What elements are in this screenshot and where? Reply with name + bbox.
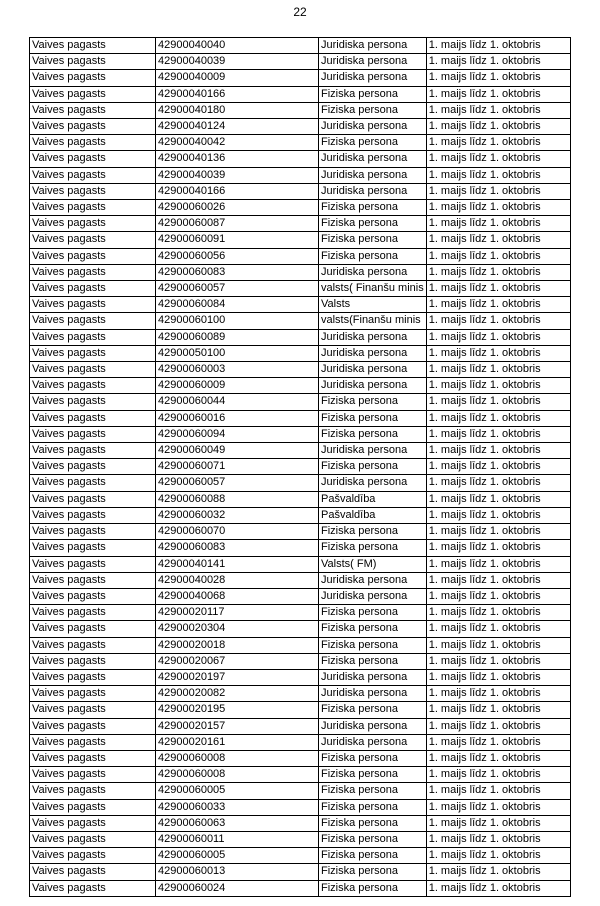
table-row [30, 556, 571, 572]
parish-cell: Vaives pagasts [30, 491, 156, 507]
owner-type-cell: valsts( Finanšu minis [319, 281, 427, 297]
owner-type-cell: Juridiska persona [319, 718, 427, 734]
period-cell: 1. maijs līdz 1. oktobris [426, 556, 570, 572]
owner-type-cell: Fiziska persona [319, 86, 427, 102]
parish-cell: Vaives pagasts [30, 38, 156, 54]
cadastral-code-cell: 42900020195 [156, 702, 319, 718]
period-cell: 1. maijs līdz 1. oktobris [426, 167, 570, 183]
cadastral-code-cell: 42900060044 [156, 394, 319, 410]
period-cell: 1. maijs līdz 1. oktobris [426, 297, 570, 313]
cadastral-code-cell: 42900060088 [156, 491, 319, 507]
table-row [30, 167, 571, 183]
period-cell: 1. maijs līdz 1. oktobris [426, 345, 570, 361]
table-row [30, 831, 571, 847]
period-cell: 1. maijs līdz 1. oktobris [426, 702, 570, 718]
owner-type-cell: Fiziska persona [319, 540, 427, 556]
table-row [30, 864, 571, 880]
owner-type-cell: Fiziska persona [319, 605, 427, 621]
table-row [30, 119, 571, 135]
owner-type-cell: Juridiska persona [319, 669, 427, 685]
parish-cell: Vaives pagasts [30, 572, 156, 588]
parish-cell: Vaives pagasts [30, 540, 156, 556]
owner-type-cell: Juridiska persona [319, 572, 427, 588]
cadastral-code-cell: 42900060056 [156, 248, 319, 264]
owner-type-cell: Fiziska persona [319, 767, 427, 783]
cadastral-code-cell: 42900060089 [156, 329, 319, 345]
owner-type-cell: Fiziska persona [319, 102, 427, 118]
owner-type-cell: Pašvaldība [319, 507, 427, 523]
parish-cell: Vaives pagasts [30, 394, 156, 410]
table-body [30, 38, 571, 897]
parish-cell: Vaives pagasts [30, 637, 156, 653]
table-row [30, 183, 571, 199]
parish-cell: Vaives pagasts [30, 864, 156, 880]
parish-cell: Vaives pagasts [30, 443, 156, 459]
cadastral-code-cell: 42900040042 [156, 135, 319, 151]
parish-cell: Vaives pagasts [30, 378, 156, 394]
parish-cell: Vaives pagasts [30, 313, 156, 329]
cadastral-code-cell: 42900060094 [156, 426, 319, 442]
parish-cell: Vaives pagasts [30, 524, 156, 540]
owner-type-cell: Fiziska persona [319, 135, 427, 151]
owner-type-cell: Juridiska persona [319, 686, 427, 702]
cadastral-code-cell: 42900040166 [156, 183, 319, 199]
cadastral-code-cell: 42900020161 [156, 734, 319, 750]
table-row [30, 313, 571, 329]
cadastral-code-cell: 42900060011 [156, 831, 319, 847]
table-row [30, 362, 571, 378]
table-row [30, 102, 571, 118]
period-cell: 1. maijs līdz 1. oktobris [426, 248, 570, 264]
parish-cell: Vaives pagasts [30, 102, 156, 118]
owner-type-cell: Juridiska persona [319, 378, 427, 394]
parish-cell: Vaives pagasts [30, 167, 156, 183]
parish-cell: Vaives pagasts [30, 848, 156, 864]
table-row [30, 475, 571, 491]
owner-type-cell: Fiziska persona [319, 216, 427, 232]
cadastral-code-cell: 42900060008 [156, 767, 319, 783]
parish-cell: Vaives pagasts [30, 281, 156, 297]
owner-type-cell: Juridiska persona [319, 588, 427, 604]
cadastral-code-cell: 42900020018 [156, 637, 319, 653]
cadastral-code-cell: 42900060013 [156, 864, 319, 880]
cadastral-code-cell: 42900060033 [156, 799, 319, 815]
owner-type-cell: Juridiska persona [319, 264, 427, 280]
table-row [30, 443, 571, 459]
period-cell: 1. maijs līdz 1. oktobris [426, 669, 570, 685]
cadastral-code-cell: 42900040166 [156, 86, 319, 102]
period-cell: 1. maijs līdz 1. oktobris [426, 200, 570, 216]
owner-type-cell: Juridiska persona [319, 362, 427, 378]
table-row [30, 588, 571, 604]
parish-cell: Vaives pagasts [30, 54, 156, 70]
page-number: 22 [293, 5, 307, 19]
parish-cell: Vaives pagasts [30, 605, 156, 621]
cadastral-code-cell: 42900060032 [156, 507, 319, 523]
period-cell: 1. maijs līdz 1. oktobris [426, 524, 570, 540]
cadastral-code-cell: 42900060087 [156, 216, 319, 232]
cadastral-code-cell: 42900060083 [156, 540, 319, 556]
table-row [30, 799, 571, 815]
table-row [30, 459, 571, 475]
table-row [30, 783, 571, 799]
owner-type-cell: Fiziska persona [319, 621, 427, 637]
table-row [30, 540, 571, 556]
table-row [30, 135, 571, 151]
period-cell: 1. maijs līdz 1. oktobris [426, 38, 570, 54]
period-cell: 1. maijs līdz 1. oktobris [426, 605, 570, 621]
owner-type-cell: Juridiska persona [319, 151, 427, 167]
parish-cell: Vaives pagasts [30, 183, 156, 199]
owner-type-cell: Fiziska persona [319, 815, 427, 831]
table-row [30, 151, 571, 167]
owner-type-cell: Fiziska persona [319, 459, 427, 475]
cadastral-code-cell: 42900060071 [156, 459, 319, 475]
period-cell: 1. maijs līdz 1. oktobris [426, 119, 570, 135]
parish-cell: Vaives pagasts [30, 200, 156, 216]
owner-type-cell: Juridiska persona [319, 443, 427, 459]
period-cell: 1. maijs līdz 1. oktobris [426, 329, 570, 345]
cadastral-code-cell: 42900040180 [156, 102, 319, 118]
parish-cell: Vaives pagasts [30, 459, 156, 475]
table-row [30, 686, 571, 702]
period-cell: 1. maijs līdz 1. oktobris [426, 313, 570, 329]
owner-type-cell: Fiziska persona [319, 426, 427, 442]
parish-cell: Vaives pagasts [30, 475, 156, 491]
owner-type-cell: Fiziska persona [319, 750, 427, 766]
cadastral-code-cell: 42900040040 [156, 38, 319, 54]
period-cell: 1. maijs līdz 1. oktobris [426, 653, 570, 669]
cadastral-code-cell: 42900040124 [156, 119, 319, 135]
period-cell: 1. maijs līdz 1. oktobris [426, 475, 570, 491]
table-row [30, 815, 571, 831]
cadastral-code-cell: 42900060026 [156, 200, 319, 216]
period-cell: 1. maijs līdz 1. oktobris [426, 70, 570, 86]
parish-cell: Vaives pagasts [30, 329, 156, 345]
owner-type-cell: Juridiska persona [319, 54, 427, 70]
cadastral-code-cell: 42900060005 [156, 783, 319, 799]
table-row [30, 767, 571, 783]
cadastral-code-cell: 42900040009 [156, 70, 319, 86]
owner-type-cell: Fiziska persona [319, 637, 427, 653]
table-row [30, 86, 571, 102]
owner-type-cell: Pašvaldība [319, 491, 427, 507]
parish-cell: Vaives pagasts [30, 799, 156, 815]
period-cell: 1. maijs līdz 1. oktobris [426, 718, 570, 734]
owner-type-cell: Fiziska persona [319, 848, 427, 864]
parish-cell: Vaives pagasts [30, 880, 156, 896]
table-row [30, 734, 571, 750]
table-row [30, 750, 571, 766]
owner-type-cell: Fiziska persona [319, 702, 427, 718]
owner-type-cell: Juridiska persona [319, 329, 427, 345]
parish-cell: Vaives pagasts [30, 734, 156, 750]
table-row [30, 345, 571, 361]
period-cell: 1. maijs līdz 1. oktobris [426, 216, 570, 232]
period-cell: 1. maijs līdz 1. oktobris [426, 86, 570, 102]
owner-type-cell: Juridiska persona [319, 734, 427, 750]
parish-cell: Vaives pagasts [30, 556, 156, 572]
cadastral-code-cell: 42900060024 [156, 880, 319, 896]
period-cell: 1. maijs līdz 1. oktobris [426, 443, 570, 459]
period-cell: 1. maijs līdz 1. oktobris [426, 135, 570, 151]
table-row [30, 653, 571, 669]
period-cell: 1. maijs līdz 1. oktobris [426, 831, 570, 847]
land-parcel-table [29, 37, 571, 897]
table-row [30, 216, 571, 232]
period-cell: 1. maijs līdz 1. oktobris [426, 880, 570, 896]
cadastral-code-cell: 42900050100 [156, 345, 319, 361]
period-cell: 1. maijs līdz 1. oktobris [426, 750, 570, 766]
cadastral-code-cell: 42900020304 [156, 621, 319, 637]
owner-type-cell: Juridiska persona [319, 70, 427, 86]
table-row [30, 378, 571, 394]
period-cell: 1. maijs līdz 1. oktobris [426, 183, 570, 199]
owner-type-cell: Juridiska persona [319, 119, 427, 135]
table-row [30, 572, 571, 588]
owner-type-cell: Fiziska persona [319, 232, 427, 248]
period-cell: 1. maijs līdz 1. oktobris [426, 799, 570, 815]
table-row [30, 491, 571, 507]
table-row [30, 38, 571, 54]
table-row [30, 264, 571, 280]
cadastral-code-cell: 42900060057 [156, 281, 319, 297]
period-cell: 1. maijs līdz 1. oktobris [426, 459, 570, 475]
parish-cell: Vaives pagasts [30, 410, 156, 426]
parish-cell: Vaives pagasts [30, 345, 156, 361]
table-row [30, 621, 571, 637]
table-row [30, 669, 571, 685]
table-row [30, 70, 571, 86]
table-row [30, 507, 571, 523]
owner-type-cell: Fiziska persona [319, 410, 427, 426]
cadastral-code-cell: 42900020197 [156, 669, 319, 685]
cadastral-code-cell: 42900060008 [156, 750, 319, 766]
cadastral-code-cell: 42900060009 [156, 378, 319, 394]
table-row [30, 718, 571, 734]
period-cell: 1. maijs līdz 1. oktobris [426, 491, 570, 507]
table-row [30, 426, 571, 442]
cadastral-code-cell: 42900020082 [156, 686, 319, 702]
period-cell: 1. maijs līdz 1. oktobris [426, 426, 570, 442]
cadastral-code-cell: 42900060016 [156, 410, 319, 426]
owner-type-cell: Fiziska persona [319, 394, 427, 410]
period-cell: 1. maijs līdz 1. oktobris [426, 848, 570, 864]
cadastral-code-cell: 42900060049 [156, 443, 319, 459]
table-row [30, 394, 571, 410]
table-row [30, 848, 571, 864]
cadastral-code-cell: 42900040136 [156, 151, 319, 167]
parish-cell: Vaives pagasts [30, 702, 156, 718]
table-row [30, 329, 571, 345]
cadastral-code-cell: 42900060083 [156, 264, 319, 280]
parish-cell: Vaives pagasts [30, 767, 156, 783]
table-row [30, 702, 571, 718]
period-cell: 1. maijs līdz 1. oktobris [426, 621, 570, 637]
parish-cell: Vaives pagasts [30, 621, 156, 637]
parish-cell: Vaives pagasts [30, 669, 156, 685]
owner-type-cell: Fiziska persona [319, 799, 427, 815]
period-cell: 1. maijs līdz 1. oktobris [426, 102, 570, 118]
cadastral-code-cell: 42900060057 [156, 475, 319, 491]
parish-cell: Vaives pagasts [30, 426, 156, 442]
period-cell: 1. maijs līdz 1. oktobris [426, 232, 570, 248]
owner-type-cell: Juridiska persona [319, 38, 427, 54]
parish-cell: Vaives pagasts [30, 216, 156, 232]
parish-cell: Vaives pagasts [30, 815, 156, 831]
period-cell: 1. maijs līdz 1. oktobris [426, 507, 570, 523]
period-cell: 1. maijs līdz 1. oktobris [426, 588, 570, 604]
table-row [30, 281, 571, 297]
period-cell: 1. maijs līdz 1. oktobris [426, 54, 570, 70]
parish-cell: Vaives pagasts [30, 232, 156, 248]
owner-type-cell: Fiziska persona [319, 831, 427, 847]
parish-cell: Vaives pagasts [30, 362, 156, 378]
cadastral-code-cell: 42900060063 [156, 815, 319, 831]
cadastral-code-cell: 42900040028 [156, 572, 319, 588]
parish-cell: Vaives pagasts [30, 831, 156, 847]
parish-cell: Vaives pagasts [30, 297, 156, 313]
cadastral-code-cell: 42900020117 [156, 605, 319, 621]
owner-type-cell: Fiziska persona [319, 200, 427, 216]
period-cell: 1. maijs līdz 1. oktobris [426, 637, 570, 653]
cadastral-code-cell: 42900060091 [156, 232, 319, 248]
table-row [30, 200, 571, 216]
owner-type-cell: Juridiska persona [319, 183, 427, 199]
owner-type-cell: Juridiska persona [319, 345, 427, 361]
table-row [30, 297, 571, 313]
period-cell: 1. maijs līdz 1. oktobris [426, 264, 570, 280]
owner-type-cell: Fiziska persona [319, 524, 427, 540]
cadastral-code-cell: 42900040068 [156, 588, 319, 604]
cadastral-code-cell: 42900040039 [156, 54, 319, 70]
table-row [30, 605, 571, 621]
parish-cell: Vaives pagasts [30, 750, 156, 766]
period-cell: 1. maijs līdz 1. oktobris [426, 734, 570, 750]
parish-cell: Vaives pagasts [30, 783, 156, 799]
cadastral-code-cell: 42900040039 [156, 167, 319, 183]
period-cell: 1. maijs līdz 1. oktobris [426, 281, 570, 297]
cadastral-code-cell: 42900060003 [156, 362, 319, 378]
owner-type-cell: Fiziska persona [319, 248, 427, 264]
parish-cell: Vaives pagasts [30, 86, 156, 102]
parish-cell: Vaives pagasts [30, 653, 156, 669]
table-row [30, 232, 571, 248]
owner-type-cell: Fiziska persona [319, 783, 427, 799]
period-cell: 1. maijs līdz 1. oktobris [426, 686, 570, 702]
parish-cell: Vaives pagasts [30, 264, 156, 280]
period-cell: 1. maijs līdz 1. oktobris [426, 394, 570, 410]
period-cell: 1. maijs līdz 1. oktobris [426, 378, 570, 394]
parish-cell: Vaives pagasts [30, 507, 156, 523]
cadastral-code-cell: 42900060084 [156, 297, 319, 313]
period-cell: 1. maijs līdz 1. oktobris [426, 767, 570, 783]
owner-type-cell: Fiziska persona [319, 864, 427, 880]
cadastral-code-cell: 42900040141 [156, 556, 319, 572]
period-cell: 1. maijs līdz 1. oktobris [426, 362, 570, 378]
owner-type-cell: Fiziska persona [319, 653, 427, 669]
owner-type-cell: Valsts [319, 297, 427, 313]
period-cell: 1. maijs līdz 1. oktobris [426, 864, 570, 880]
period-cell: 1. maijs līdz 1. oktobris [426, 783, 570, 799]
cadastral-code-cell: 42900020067 [156, 653, 319, 669]
cadastral-code-cell: 42900020157 [156, 718, 319, 734]
table-row [30, 248, 571, 264]
period-cell: 1. maijs līdz 1. oktobris [426, 572, 570, 588]
parish-cell: Vaives pagasts [30, 248, 156, 264]
owner-type-cell: valsts(Finanšu minis [319, 313, 427, 329]
table-row [30, 524, 571, 540]
owner-type-cell: Valsts( FM) [319, 556, 427, 572]
parish-cell: Vaives pagasts [30, 135, 156, 151]
parish-cell: Vaives pagasts [30, 70, 156, 86]
parish-cell: Vaives pagasts [30, 588, 156, 604]
table-row [30, 410, 571, 426]
cadastral-code-cell: 42900060070 [156, 524, 319, 540]
period-cell: 1. maijs līdz 1. oktobris [426, 815, 570, 831]
parish-cell: Vaives pagasts [30, 718, 156, 734]
table-row [30, 637, 571, 653]
cadastral-code-cell: 42900060005 [156, 848, 319, 864]
period-cell: 1. maijs līdz 1. oktobris [426, 540, 570, 556]
owner-type-cell: Fiziska persona [319, 880, 427, 896]
period-cell: 1. maijs līdz 1. oktobris [426, 410, 570, 426]
owner-type-cell: Juridiska persona [319, 167, 427, 183]
parish-cell: Vaives pagasts [30, 686, 156, 702]
cadastral-code-cell: 42900060100 [156, 313, 319, 329]
owner-type-cell: Juridiska persona [319, 475, 427, 491]
parish-cell: Vaives pagasts [30, 119, 156, 135]
parish-cell: Vaives pagasts [30, 151, 156, 167]
period-cell: 1. maijs līdz 1. oktobris [426, 151, 570, 167]
table-row [30, 880, 571, 896]
table-row [30, 54, 571, 70]
